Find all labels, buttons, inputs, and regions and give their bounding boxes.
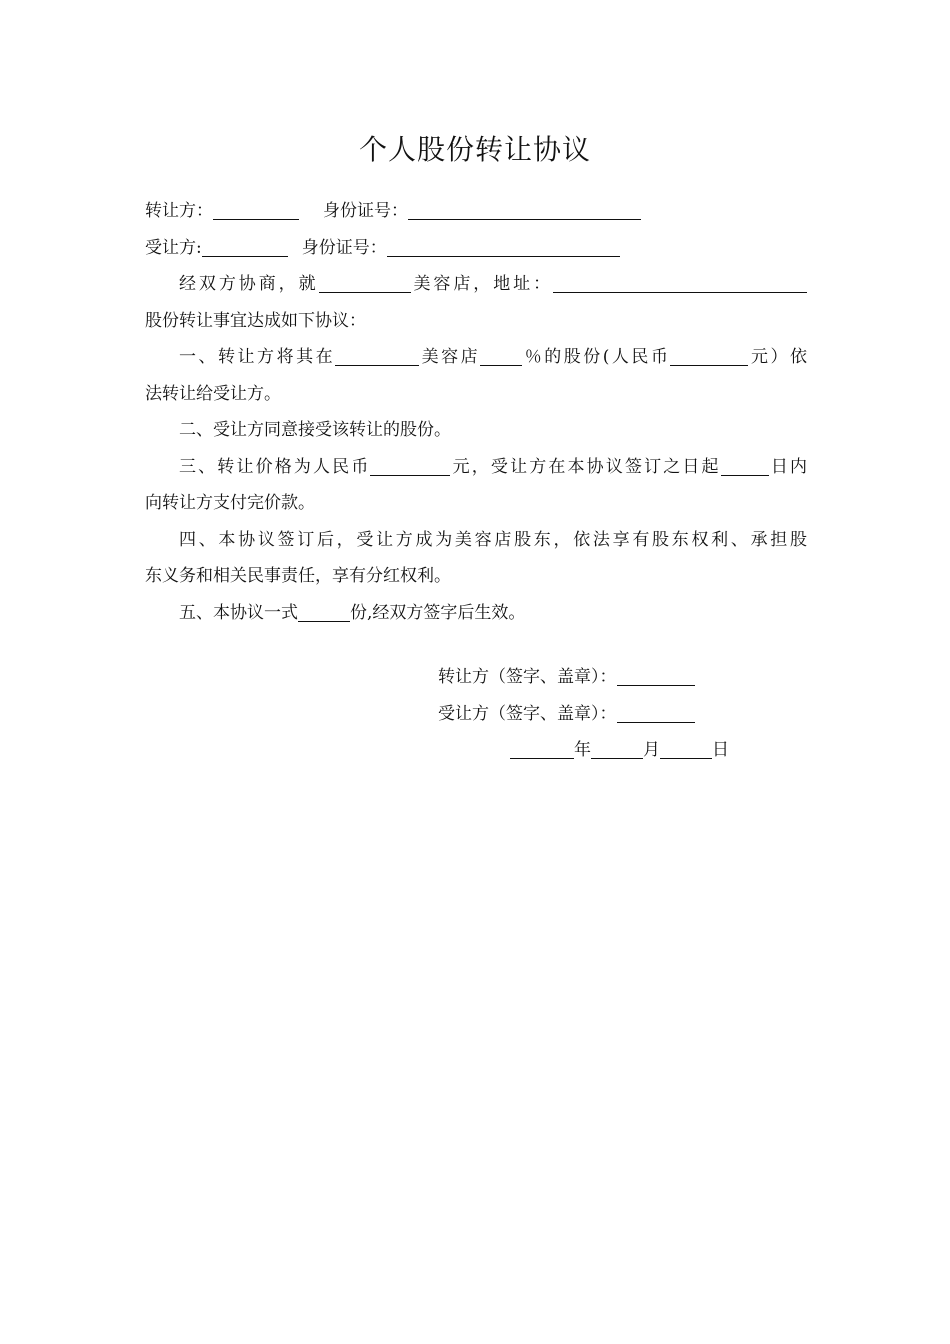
address-blank[interactable]	[553, 274, 807, 293]
day-label: 日	[712, 740, 729, 760]
transferee-signature-line	[438, 696, 798, 733]
clause-1-text-2: 美容店	[419, 347, 481, 367]
clause-5-text-2: 份,经双方签字后生效。	[350, 602, 526, 623]
share-amount-blank[interactable]	[670, 347, 748, 366]
date-line	[438, 732, 798, 769]
transferee-label: 受让方:	[145, 237, 202, 258]
month-label: 月	[643, 740, 660, 760]
clause-1-line-2: 法转让给受让方。	[145, 383, 281, 404]
transferee-signature-label: 受让方（签字、盖章）：	[438, 703, 617, 724]
clause-5	[145, 595, 807, 632]
transferor-line	[145, 193, 807, 230]
clause-1-salon-blank[interactable]	[335, 347, 419, 366]
price-blank[interactable]	[370, 457, 450, 476]
salon-name-blank[interactable]	[319, 274, 411, 293]
clause-1-line-1	[145, 339, 807, 376]
intro-text-1: 经双方协商，就	[179, 274, 319, 294]
year-label: 年	[574, 740, 591, 760]
clause-3-text-3: 日内	[768, 456, 808, 477]
clause-1-text-3: ％的股份(人民币	[522, 347, 671, 367]
transferor-signature-line	[438, 659, 798, 696]
day-blank[interactable]	[660, 740, 712, 759]
transferee-id-blank[interactable]	[387, 238, 620, 257]
clause-4-line-1: 四、本协议签订后，受让方成为美容店股东，依法享有股东权利、承担股	[179, 529, 807, 550]
transferee-line	[145, 230, 807, 267]
transferee-id-label: 身份证号：	[301, 237, 387, 258]
clause-3-line-2: 向转让方支付完价款。	[145, 493, 315, 513]
year-blank[interactable]	[510, 740, 574, 759]
agreement-body	[145, 193, 807, 631]
clause-1-text-4: 元）依	[748, 347, 808, 367]
intro-line-1	[145, 266, 807, 303]
clause-2: 二、受让方同意接受该转让的股份。	[179, 420, 451, 440]
transferee-name-blank[interactable]	[202, 238, 288, 257]
signature-block	[438, 659, 798, 769]
clause-3-text-1: 三、转让价格为人民币	[179, 456, 371, 477]
clause-1-text-1: 一、转让方将其在	[179, 347, 336, 367]
clause-4-line-2: 东义务和相关民事责任，享有分红权利。	[145, 566, 451, 586]
intro-text-2: 美容店，地址：	[410, 274, 554, 294]
intro-line-2: 股份转让事宜达成如下协议：	[145, 310, 366, 331]
month-blank[interactable]	[591, 740, 643, 759]
transferor-id-blank[interactable]	[408, 201, 641, 220]
transferor-name-blank[interactable]	[213, 201, 299, 220]
clause-3-text-2: 元，受让方在本协议签订之日起	[450, 456, 721, 477]
transferor-signature-label: 转让方（签字、盖章）：	[438, 667, 617, 687]
transferor-signature-blank[interactable]	[617, 667, 695, 686]
copies-blank[interactable]	[298, 603, 350, 622]
document-title: 个人股份转让协议	[358, 133, 591, 166]
share-percent-blank[interactable]	[480, 347, 522, 366]
transferee-signature-blank[interactable]	[617, 704, 695, 723]
clause-5-text-1: 五、本协议一式	[179, 602, 298, 623]
transferor-id-label: 身份证号：	[323, 201, 408, 221]
clause-3-line-1	[145, 449, 807, 486]
transferor-label: 转让方：	[145, 201, 213, 221]
payment-days-blank[interactable]	[721, 457, 769, 476]
